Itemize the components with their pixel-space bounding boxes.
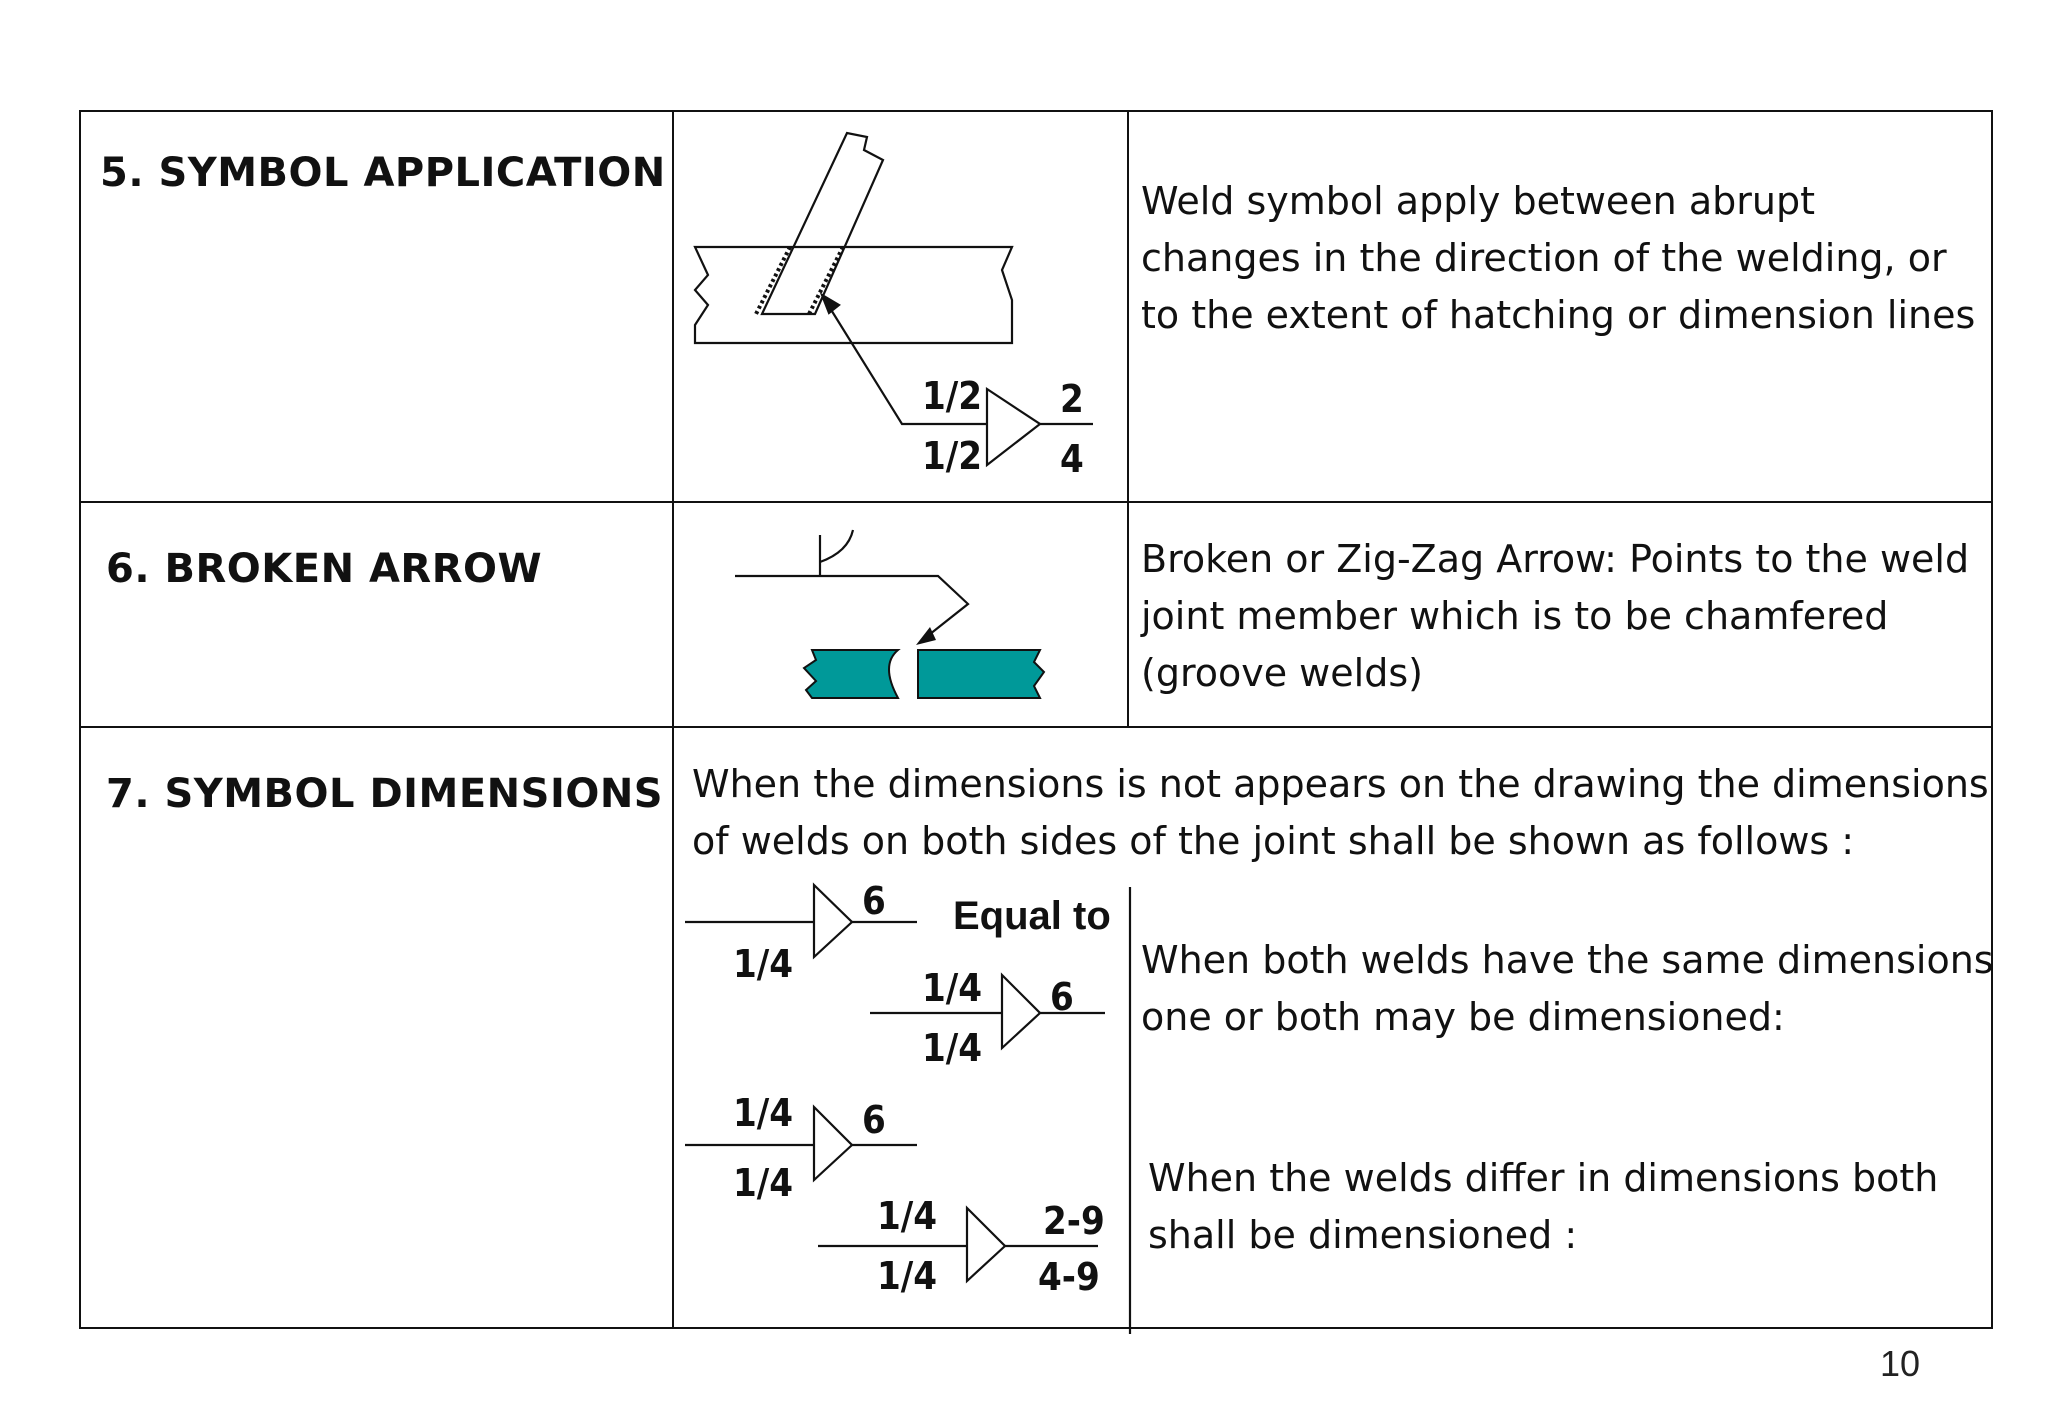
text-line: When the dimensions is not appears on the drawing the dimensions [692, 762, 1989, 806]
fillet-symbol-icon [987, 389, 1040, 465]
same-dimensions-text [1141, 932, 1994, 1046]
text-line: (groove welds) [1141, 651, 1423, 695]
sym-d-size-below: 1/4 [877, 1254, 938, 1298]
section-7-intro [692, 756, 1989, 870]
plate-outline [695, 247, 1012, 343]
sym-c-length: 6 [862, 1098, 886, 1142]
fillet-symbol-icon [967, 1208, 1005, 1281]
differ-dimensions-text [1148, 1150, 1938, 1264]
fig5-arrow-side-size: 1/2 [922, 374, 983, 418]
text-line: changes in the direction of the welding, or [1141, 236, 1947, 280]
chamfered-plate-right [918, 650, 1044, 698]
weld-seam-left [756, 247, 790, 314]
zigzag-leader [735, 576, 968, 642]
section-5-description [1141, 173, 1975, 344]
equal-to-label: Equal to [953, 894, 1111, 938]
section-6-description [1141, 531, 1969, 702]
arrowhead-icon [916, 627, 936, 645]
sym-c-size-above: 1/4 [733, 1091, 794, 1135]
fillet-symbol-icon [814, 885, 852, 957]
text-line: joint member which is to be chamfered [1141, 594, 1889, 638]
fig5-other-side-size: 1/2 [922, 434, 983, 478]
text-line: one or both may be dimensioned: [1141, 995, 1785, 1039]
sym-b-size-above: 1/4 [922, 966, 983, 1010]
text-line: shall be dimensioned : [1148, 1213, 1578, 1257]
fig5-weld-length: 2 [1060, 377, 1084, 421]
text-line: Weld symbol apply between abrupt [1141, 179, 1815, 223]
sym-c-size-below: 1/4 [733, 1161, 794, 1205]
arrowhead-icon [822, 295, 839, 313]
fillet-symbol-icon [814, 1107, 852, 1180]
symbol-application-figure [695, 133, 1093, 465]
sym-b-length: 6 [1050, 975, 1074, 1019]
chamfered-plate-left [804, 650, 898, 698]
sym-d-length-above: 2-9 [1043, 1199, 1105, 1243]
text-line: Broken or Zig-Zag Arrow: Points to the weld [1141, 537, 1970, 581]
section-6-heading: 6. BROKEN ARROW [106, 546, 543, 592]
page-number: 10 [1879, 1343, 1920, 1384]
groove-bevel-icon [820, 530, 853, 562]
sym-d-size-above: 1/4 [877, 1194, 938, 1238]
text-line: When the welds differ in dimensions both [1148, 1156, 1939, 1200]
text-line: to the extent of hatching or dimension lines [1141, 293, 1976, 337]
sym-b-size-below: 1/4 [922, 1026, 983, 1070]
fillet-symbol-icon [1002, 975, 1040, 1048]
section-5-heading: 5. SYMBOL APPLICATION [100, 150, 666, 196]
section-7-heading: 7. SYMBOL DIMENSIONS [106, 771, 664, 817]
fig5-weld-pitch: 4 [1060, 437, 1084, 481]
text-line: When both welds have the same dimensions [1141, 938, 1994, 982]
sym-a-length: 6 [862, 879, 886, 923]
broken-arrow-figure [735, 530, 1044, 698]
sym-d-length-below: 4-9 [1038, 1255, 1100, 1299]
text-line: of welds on both sides of the joint shall be shown as follows : [692, 819, 1855, 863]
sym-a-size: 1/4 [733, 942, 794, 986]
